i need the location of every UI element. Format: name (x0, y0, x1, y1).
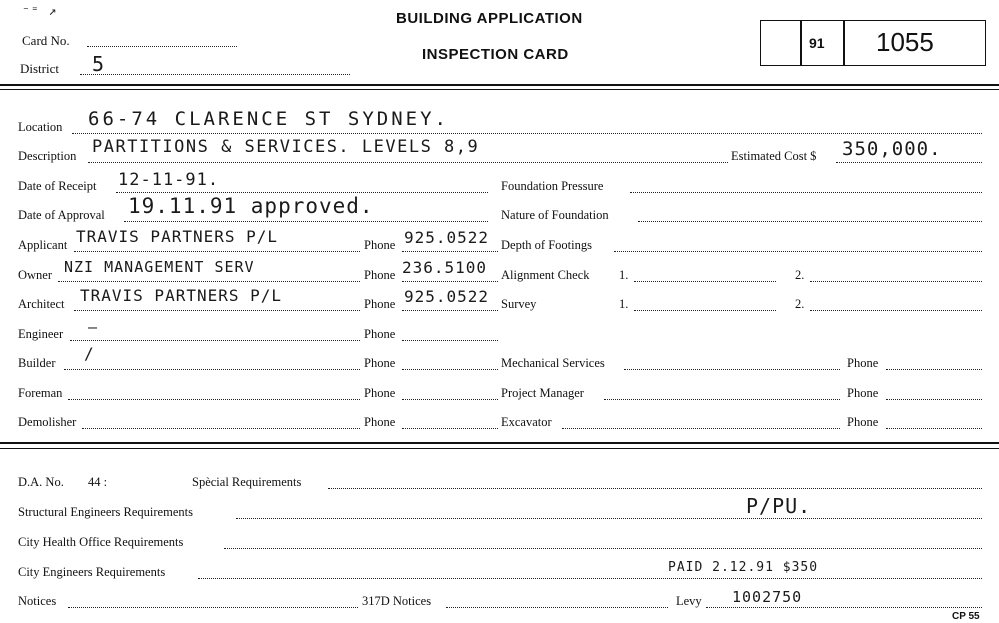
structural-req-line (236, 518, 982, 519)
location-label: Location (18, 120, 63, 134)
engineer-value: — (88, 318, 99, 336)
project-manager-phone-line (886, 399, 982, 400)
health-req-line (224, 548, 982, 549)
title-line-2: INSPECTION CARD (422, 46, 569, 63)
structural-req-label: Structural Engineers Requirements (18, 505, 193, 519)
district-label: District (20, 61, 59, 76)
location-line (72, 133, 982, 134)
owner-value: NZI MANAGEMENT SERV (64, 258, 255, 276)
survey-2-line (810, 310, 982, 311)
date-receipt-value: 12-11-91. (118, 170, 220, 190)
survey-label: Survey (501, 297, 537, 311)
nature-foundation-line (638, 221, 982, 222)
city-eng-req-line (198, 578, 982, 579)
architect-value: TRAVIS PARTNERS P/L (80, 286, 283, 305)
card-number-box (760, 20, 986, 66)
applicant-phone-label: Phone (364, 238, 396, 252)
da-no-value: 44 : (88, 475, 108, 489)
survey-1-line (634, 310, 776, 311)
depth-footings-line (614, 251, 982, 252)
survey-2: 2. (795, 297, 805, 311)
applicant-phone-line (402, 251, 498, 252)
header-rule-thin (0, 89, 999, 90)
levy-label: Levy (676, 594, 702, 608)
architect-line (74, 310, 360, 311)
owner-phone-value: 236.5100 (402, 258, 488, 277)
builder-value: / (84, 344, 95, 363)
applicant-value: TRAVIS PARTNERS P/L (76, 227, 279, 246)
date-approval-label: Date of Approval (18, 208, 105, 222)
engineer-phone-line (402, 340, 498, 341)
foundation-pressure-line (630, 192, 982, 193)
excavator-phone-line (886, 428, 982, 429)
mechanical-phone-label: Phone (847, 356, 879, 370)
foreman-label: Foreman (18, 386, 63, 400)
builder-label: Builder (18, 356, 56, 370)
project-manager-line (604, 399, 840, 400)
mechanical-phone-line (886, 369, 982, 370)
levy-line (706, 607, 982, 608)
project-manager-phone-label: Phone (847, 386, 879, 400)
mechanical-label: Mechanical Services (501, 356, 605, 370)
city-eng-req-label: City Engineers Requirements (18, 565, 166, 579)
date-approval-line (124, 221, 488, 222)
description-value: PARTITIONS & SERVICES. LEVELS 8,9 (92, 137, 480, 157)
foundation-pressure-label: Foundation Pressure (501, 179, 604, 193)
owner-line (58, 281, 360, 282)
engineer-label: Engineer (18, 327, 64, 341)
demolisher-label: Demolisher (18, 415, 77, 429)
nature-foundation-label: Nature of Foundation (501, 208, 609, 222)
header-rule (0, 84, 999, 86)
notices-317d-line (446, 607, 668, 608)
da-no-label: D.A. No. (18, 475, 64, 489)
structural-req-value: P/PU. (746, 494, 812, 518)
city-eng-req-value: PAID 2.12.91 $350 (668, 560, 819, 575)
survey-1: 1. (619, 297, 629, 311)
demolisher-phone-line (402, 428, 498, 429)
applicant-phone-value: 925.0522 (404, 228, 490, 247)
owner-phone-label: Phone (364, 268, 396, 282)
notices-line (68, 607, 358, 608)
architect-label: Architect (18, 297, 65, 311)
card-number-divider-1 (800, 20, 802, 66)
form-code: CP 55 (952, 611, 980, 622)
estimated-cost-line (836, 162, 982, 163)
district-line (80, 74, 350, 75)
architect-phone-value: 925.0522 (404, 287, 490, 306)
title-line-1: BUILDING APPLICATION (396, 10, 583, 27)
applicant-label: Applicant (18, 238, 68, 252)
applicant-line (74, 251, 360, 252)
date-receipt-label: Date of Receipt (18, 179, 97, 193)
alignment-check-2-line (810, 281, 982, 282)
card-number-divider-2 (843, 20, 845, 66)
location-value: 66-74 CLARENCE ST SYDNEY. (88, 108, 449, 130)
card-year: 91 (809, 35, 825, 51)
district-value: 5 (92, 52, 106, 76)
foreman-phone-line (402, 399, 498, 400)
date-receipt-line (116, 192, 488, 193)
excavator-phone-label: Phone (847, 415, 879, 429)
description-label: Description (18, 149, 77, 163)
lower-rule (0, 442, 999, 444)
estimated-cost-label: Estimated Cost $ (731, 149, 817, 163)
notices-label: Notices (18, 594, 57, 608)
alignment-check-1-line (634, 281, 776, 282)
builder-phone-line (402, 369, 498, 370)
card-number: 1055 (876, 27, 934, 57)
foreman-phone-label: Phone (364, 386, 396, 400)
owner-label: Owner (18, 268, 53, 282)
demolisher-phone-label: Phone (364, 415, 396, 429)
levy-value: 1002750 (732, 588, 803, 606)
notices-317d-label: 317D Notices (362, 594, 432, 608)
alignment-check-label: Alignment Check (501, 268, 590, 282)
mechanical-line (624, 369, 840, 370)
builder-phone-label: Phone (364, 356, 396, 370)
card-no-label: Card No. (22, 33, 70, 48)
corner-mark: ⁻⁼ ↗ (22, 4, 58, 19)
builder-line (64, 369, 360, 370)
architect-phone-line (402, 310, 498, 311)
estimated-cost-value: 350,000. (842, 138, 942, 160)
health-req-label: City Health Office Requirements (18, 535, 184, 549)
date-approval-value: 19.11.91 approved. (128, 194, 374, 218)
excavator-label: Excavator (501, 415, 552, 429)
alignment-check-1: 1. (619, 268, 629, 282)
depth-footings-label: Depth of Footings (501, 238, 592, 252)
architect-phone-label: Phone (364, 297, 396, 311)
project-manager-label: Project Manager (501, 386, 584, 400)
card-no-line (87, 46, 237, 47)
demolisher-line (82, 428, 360, 429)
lower-rule-thin (0, 448, 999, 449)
special-req-label: Spècial Requirements (192, 475, 302, 489)
engineer-phone-label: Phone (364, 327, 396, 341)
owner-phone-line (402, 281, 498, 282)
special-req-line (328, 488, 982, 489)
description-line (88, 162, 728, 163)
foreman-line (68, 399, 360, 400)
engineer-line (70, 340, 360, 341)
excavator-line (562, 428, 840, 429)
alignment-check-2: 2. (795, 268, 805, 282)
